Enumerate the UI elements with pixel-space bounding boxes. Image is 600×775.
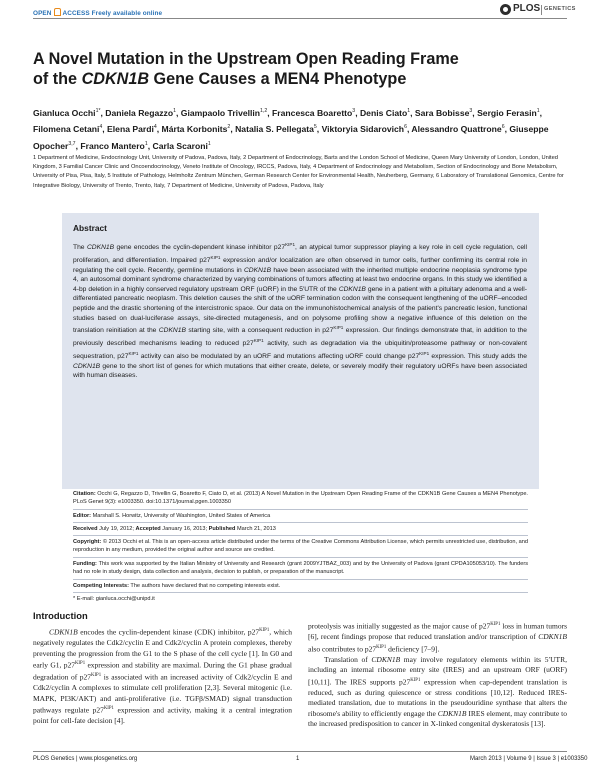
author-name: Alessandro Quattrone$^6$ (411, 124, 505, 135)
author-name: Denis Ciato$^1$ (359, 107, 411, 118)
gene-name: CDKN1B (73, 362, 101, 370)
meta-rule (73, 592, 528, 593)
citation-text: Occhi G, Regazzo D, Trivellin G, Boaretto F, Ciato D, et al. (2013) A Novel Mutation in the Upstream Open Reading Frame of the CDKN1B Gene Causes a MEN4 Phenotype. PLoS Genet 9(3): e1003350. doi:10.1371/journal.pgen.1003350 (73, 491, 528, 506)
copyright (73, 538, 528, 555)
author-name: Gianluca Occhi$^{1*}$ (33, 107, 101, 118)
author-affiliation-marker: 5 (313, 124, 317, 131)
author-affiliation-marker: 2 (227, 124, 231, 131)
author-name: Viktoryia Sidarovich$^6$ (321, 124, 407, 135)
editor (73, 512, 528, 520)
author-name: Márta Korbonits$^2$ (161, 124, 231, 135)
funding-text: This work was supported by the Italian Ministry of University and Research (grant 2009YJTBAZ_003) and by the University of Padova (grant CPDA105053/10). The funders had no role in study design, data collection and analysis, decision to publish, or preparation of the manuscript. (73, 561, 528, 576)
body-paragraph: proteolysis was initially suggested as the major cause of $p27^{KIP1}$ loss in human tumors [6], recent findings propose that reduced translation and/or transcription of CDKN1B also contributes to $p27^{KIP1}$ deficiency [7–9]. (308, 621, 567, 653)
author-name: Daniela Regazzo$^1$ (105, 107, 176, 118)
title-line-2-post: Gene Causes a MEN4 Phenotype (149, 70, 407, 88)
protein-superscript: KIP1 (210, 254, 221, 260)
dates (73, 525, 528, 533)
logo-divider (541, 5, 542, 15)
open-access-banner (33, 8, 162, 17)
author-affiliation-marker: 6 (501, 124, 505, 131)
author-name: Natalia S. Pellegata$^5$ (235, 124, 317, 135)
body-paragraph: CDKN1B encodes the cyclin-dependent kinase (CDK) inhibitor, $p27^{KIP1}$, which negatively regulates the Cdk2/cyclin E and Cdk2/cyclin A protein complexes, thereby preventing the progression from the G1 to the S phase of the cell cycle [1]. In G0 and early G1, $p27^{KIP1}$ expression and stability are maximal. During the G1 phase gradual degradation of $p27^{KIP1}$ is associated with an increased activity of Cdk2/cyclin E and Cdk2/cyclin A complexes to stimulate cell proliferation [2,3]. Several mitogenic (i.e. MAPK, PI3K/AKT) and anti-proliferative (i.e. TGFβ/SMAD) signal transduction pathways regulate $p27^{KIP1}$ expression and activity, making it a central integration point for cell-fate decision [4]. (33, 627, 293, 725)
meta-rule (73, 557, 528, 558)
author-name: Franco Mantero$^1$ (80, 140, 148, 151)
freely-available-label: Freely available online (91, 10, 163, 17)
title-line-2-pre: of the (33, 70, 82, 88)
header-rule (33, 18, 567, 19)
protein-superscript: KIP1 (128, 350, 139, 356)
received-date: July 19, 2012; (99, 526, 134, 532)
author-name: Giampaolo Trivellin$^{1,2}$ (180, 107, 268, 118)
funding (73, 560, 528, 577)
author-name: Sergio Ferasin$^1$ (477, 107, 540, 118)
gene-name: CDKN1B (158, 327, 186, 335)
author-name: Giuseppe Opocher$^{3,7}$ (33, 124, 549, 151)
copyright-label: Copyright: (73, 539, 102, 545)
gene-name: CDKN1B (338, 285, 366, 293)
author-affiliation-marker: 3 (469, 108, 473, 114)
abstract-heading: Abstract (73, 223, 107, 233)
footer-journal: PLOS Genetics | www.plosgenetics.org (33, 756, 138, 762)
accepted-date: January 16, 2013; (162, 526, 208, 532)
protein-superscript: KIP1 (333, 325, 344, 331)
editor-text: Marshall S. Horwitz, University of Washington, United States of America (92, 513, 271, 519)
title-line-1: A Novel Mutation in the Upstream Open Reading Frame (33, 50, 459, 68)
competing-interests (73, 582, 528, 590)
author-affiliation-marker: 1 (144, 140, 148, 147)
gene-name: CDKN1B (243, 266, 272, 274)
abstract-text: The CDKN1B gene encodes the cyclin-dependent kinase inhibitor $p27^{KIP1}$, an atypical tumor suppressor playing a key role in cell cycle regulation, cell proliferation, and differentiation. Impaired $p27^{KIP1}$ expression and/or localization are often observed in tumor cells, further confirming its central role in regulating the cell cycle. Recently, germline mutations in CDKN1B have been associated with the inherited multiple endocrine neoplasia syndrome type 4, an autosomal dominant syndrome characterized by varying combinations of tumors affecting at least two endocrine organs. In this study we identified a 4-bp deletion in a highly conserved regulatory upstream ORF (uORF) in the 5′UTR of the CDKN1B gene in a patient with a pituitary adenoma and a well-differentiated pancreatic neoplasm. This deletion causes the shift of the uORF termination codon with the consequent lengthening of the uORF–encoded peptide and the drastic shortening of the intercistronic space. Our data on the immunohistochemical analysis of the patient's pancreatic lesion, functional studies based on dual-luciferase assays, site-directed mutagenesis, and on polysome profiling show a negative influence of this deletion on the translation reinitiation at the CDKN1B starting site, with a consequent reduction in $p27^{KIP1}$ expression. Our findings demonstrate that, in addition to the previously described mechanisms leading to reduced $p27^{KIP1}$ activity, such as degradation via the ubiquitin/proteasome pathway or non-covalent sequestration, $p27^{KIP1}$ activity can also be modulated by an uORF and mutations affecting uORF could change $p27^{KIP1}$ expression. This study adds the CDKN1B gene to the short list of genes for which mutations that either create, delete, or severely modify their regulatory uORFs have been associated with human diseases. (73, 242, 528, 380)
author-name: Elena Pardi$^4$ (107, 124, 157, 135)
author-affiliation-marker: 1 (536, 108, 540, 114)
author-name: Filomena Cetani$^4$ (33, 124, 103, 135)
competing-label: Competing Interests: (73, 583, 129, 589)
author-name: Sara Bobisse$^3$ (414, 107, 473, 118)
published-label: Published (208, 526, 236, 532)
author-name: Carla Scaroni$^1$ (152, 140, 211, 151)
copyright-text: © 2013 Occhi et al. This is an open-access article distributed under the terms of the Creative Commons Attribution License, which permits unrestricted use, distribution, and reproduction in any medium, provided the original author and source are credited. (73, 539, 528, 554)
author-affiliation-marker: 1 (407, 108, 411, 114)
article-title (33, 49, 567, 89)
meta-rule (73, 522, 528, 523)
author-name: Francesca Boaretto$^3$ (272, 107, 356, 118)
author-affiliation-marker: 3 (352, 108, 356, 114)
access-label: ACCESS (62, 10, 90, 17)
introduction-heading: Introduction (33, 610, 88, 621)
funding-label: Funding: (73, 561, 97, 567)
author-affiliation-marker: 1 (207, 140, 211, 147)
author-affiliation-marker: 1* (95, 108, 101, 114)
meta-rule (73, 579, 528, 580)
author-list: Gianluca Occhi$^{1*}$, Daniela Regazzo$^1$, Giampaolo Trivellin$^{1,2}$, Francesca Boaretto$^3$, Denis Ciato$^1$, Sara Bobisse$^3$, Sergio Ferasin$^1$, Filomena Cetani$^4$, Elena Pardi$^4$, Márta Korbonits$^2$, Natalia S. Pellegata$^5$, Viktoryia Sidarovich$^6$, Alessandro Quattrone$^6$, Giuseppe Opocher$^{3,7}$, Franco Mantero$^1$, Carla Scaroni$^1$ (33, 107, 549, 151)
page-number: 1 (296, 756, 300, 762)
open-label: OPEN (33, 10, 52, 17)
plos-wordmark: PLOS (513, 3, 541, 14)
citation-label: Citation: (73, 491, 96, 497)
citation (73, 490, 528, 507)
plos-logo-icon (500, 4, 511, 15)
footer-issue: March 2013 | Volume 9 | Issue 3 | e1003350 (470, 756, 588, 762)
footer-rule (33, 751, 567, 752)
accepted-label: Accepted (135, 526, 161, 532)
body-paragraph: Translation of CDKN1B may involve regulatory elements within its 5′UTR, including an internal ribosome entry site (IRES) and an upstream ORF (uORF) [10,11]. The IRES supports $p27^{KIP1}$ expression when cap-dependent translation is reduced, such as during quiescence or stress conditions [10,12]. Reduced IRES-mediated translation, due to mutations in the pseudouridine synthase that alters the ribosome's ability to efficiently engage the CDKN1B IRES element, may contribute to the increased predisposition to cancer in X-linked congenital dyskeratosis [13]. (308, 654, 568, 728)
received-label: Received (73, 526, 98, 532)
body-column-right (308, 620, 567, 730)
gene-name: CDKN1B (86, 244, 115, 252)
open-access-lock-icon (54, 8, 61, 16)
protein-superscript: KIP1 (253, 338, 264, 344)
author-affiliation-marker: 3,7 (68, 140, 76, 147)
published-date: March 21, 2013 (236, 526, 276, 532)
plos-genetics-logo (500, 3, 576, 17)
author-affiliation-marker: 6 (404, 124, 407, 131)
body-column-left (33, 626, 292, 727)
protein-superscript: KIP1 (285, 242, 296, 247)
title-gene: CDKN1B (81, 70, 150, 88)
author-affiliation-marker: 1,2 (260, 108, 268, 114)
author-affiliation-marker: 4 (153, 124, 157, 131)
meta-rule (73, 535, 528, 536)
corresponding-email: * E-mail: gianluca.occhi@unipd.it (73, 596, 155, 602)
author-affiliation-marker: 4 (99, 124, 103, 131)
protein-superscript: KIP1 (419, 350, 430, 356)
affiliations: 1 Department of Medicine, Endocrinology Unit, University of Padova, Padova, Italy, 2 Department of Endocrinology, Barts and the London School of Medicine, Queen Mary University of London, London, United Kingdom, 3 Familial Cancer Clinic and Oncoendocrinology, Veneto Institute of Oncology, IRCCS, Padova, Italy, 4 Department of Endocrinology and Metabolism, Section of Endocrinology and Bone Metabolism, University of Pisa, Pisa, Italy, 5 Institute of Pathology, Helmholtz Zentrum München, German Research Center for Environmental Health, Neuherberg, Germany, 6 Laboratory of Translational Genomics, Centre for Integrative Biology, University of Trento, Trento, Italy, 7 Department of Medicine, University of Padova, Padova, Italy (33, 155, 564, 189)
meta-rule (73, 509, 528, 510)
editor-label: Editor: (73, 513, 92, 519)
author-affiliation-marker: 1 (173, 108, 176, 114)
journal-name: GENETICS (544, 6, 576, 12)
competing-text: The authors have declared that no competing interests exist. (130, 583, 281, 589)
